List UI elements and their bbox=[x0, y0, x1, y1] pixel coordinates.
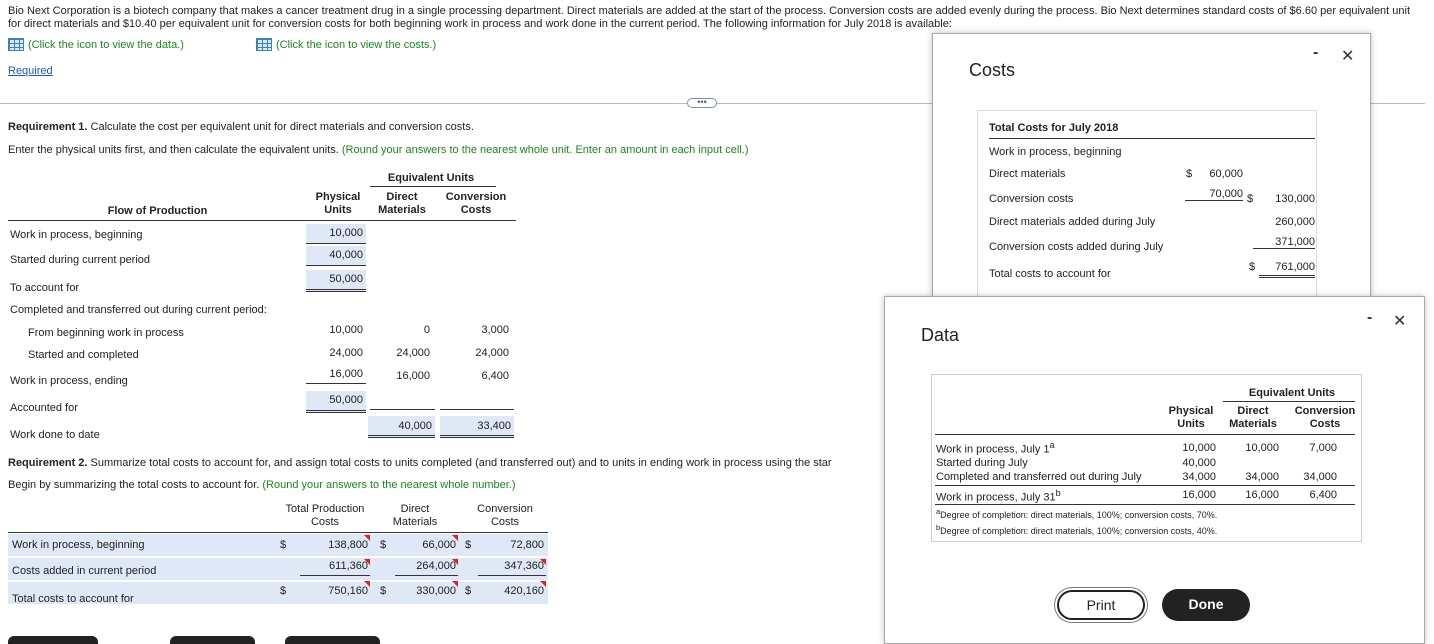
row-label: Work in process, ending bbox=[10, 375, 128, 387]
dollar-sign: $ bbox=[465, 539, 472, 551]
view-data-link[interactable]: (Click the icon to view the data.) bbox=[8, 38, 184, 51]
table-icon[interactable] bbox=[256, 38, 272, 51]
dollar-sign: $ bbox=[465, 585, 472, 597]
physical-header: Physical Units bbox=[315, 191, 361, 216]
dollar-sign: $ bbox=[380, 585, 387, 597]
dm-header: Direct Materials bbox=[378, 191, 426, 216]
physical-total-input[interactable]: 50,000 bbox=[306, 270, 366, 292]
row-label: Work done to date bbox=[10, 429, 100, 441]
row-label: Started during current period bbox=[10, 254, 151, 266]
cc-cost-input[interactable]: 347,360 bbox=[478, 560, 546, 576]
costs-popup: Costs - ✕ Total Costs for July 2018 Work in process, beginning Direct materials $ 60,000 Conversion costs 70,000 $ 130,000 Direct materials added during July 260,000 Conversion costs added during July 371,000 Total costs to account for $ 761,000 bbox=[932, 33, 1371, 297]
footnote-b: $^b$Degree of completion: direct materials, 100%; conversion costs, 40%. bbox=[936, 523, 1218, 536]
physical-input[interactable]: 24,000 bbox=[329, 347, 363, 359]
dollar-sign: $ bbox=[280, 539, 287, 551]
req2-instruction: Begin by summarizing the total costs to account for. (Round your answers to the nearest whole number.) bbox=[8, 479, 516, 491]
data-popup: Data - ✕ Equivalent Units Physical Units Direct Materials Conversion Costs Work in process, July 1$^a$ 10,000 10,000 7,000 Started during July 40,000 Completed and transferred out during July 34,000 34,000 34,000 Work in process, July 31$^b$ 16,000 16,000 6,400 $^a$Degree of completion: direct materials, 100%; conversion costs, 70%. $^b$Degree of completion: direct materials, 100%; conversion costs, 40%. Print Done bbox=[884, 296, 1425, 644]
cc-cost-input[interactable]: 420,160 bbox=[478, 581, 546, 601]
dm-input[interactable]: 16,000 bbox=[396, 370, 430, 382]
cost-row-label: Work in process, beginning bbox=[989, 146, 1122, 158]
table-icon[interactable] bbox=[8, 38, 24, 51]
footnote-a: $^a$Degree of completion: direct materials, 100%; conversion costs, 70%. bbox=[936, 507, 1218, 520]
row-label: To account for bbox=[10, 282, 80, 294]
close-button[interactable]: ✕ bbox=[1341, 48, 1355, 65]
physical-input[interactable]: 40,000 bbox=[306, 246, 366, 266]
total-cost-input[interactable]: 750,160 bbox=[300, 581, 370, 601]
flow-header: Flow of Production bbox=[107, 205, 208, 217]
total-costs-header: Total Production Costs bbox=[285, 503, 365, 528]
row-label: Costs added in current period bbox=[12, 565, 157, 577]
row-label: Work in process, beginning bbox=[10, 229, 143, 241]
cc-cost-input[interactable]: 72,800 bbox=[510, 539, 544, 551]
cc-header: Conversion Costs bbox=[1294, 405, 1356, 430]
equiv-units-header: Equivalent Units bbox=[1248, 387, 1336, 399]
minimize-button[interactable]: - bbox=[1367, 309, 1373, 326]
costs-popup-title: Costs bbox=[969, 60, 1016, 80]
required-link[interactable]: Required bbox=[8, 65, 53, 77]
physical-header: Physical Units bbox=[1168, 405, 1214, 430]
equiv-units-header: Equivalent Units bbox=[387, 172, 475, 184]
cost-row-label: Direct materials added during July bbox=[989, 216, 1156, 228]
physical-input[interactable]: 16,000 bbox=[306, 368, 366, 384]
costs-table-title: Total Costs for July 2018 bbox=[989, 122, 1119, 134]
cost-row-label: Conversion costs added during July bbox=[989, 241, 1164, 253]
row-label: Completed and transferred out during current period: bbox=[10, 304, 267, 316]
row-label: Accounted for bbox=[10, 402, 78, 414]
dm-input[interactable]: 24,000 bbox=[396, 347, 430, 359]
dm-total-input[interactable]: 40,000 bbox=[368, 416, 435, 438]
dollar-sign: $ bbox=[380, 539, 387, 551]
cost-row-label: Conversion costs bbox=[989, 193, 1074, 205]
row-label: Work in process, beginning bbox=[12, 539, 145, 551]
problem-statement: Bio Next Corporation is a biotech company that makes a cancer treatment drug in a single processing department. Direct materials are added at the start of the process. Conversion costs are added evenly during the process. Bio Next determines standard costs of $6.60 per equivalent unit for direct materials and $10.40 per equivalent unit for conversion costs for both beginning work in process and work done in the current period. The following information for July 2018 is available: bbox=[8, 5, 1411, 30]
physical-input[interactable]: 10,000 bbox=[306, 224, 366, 244]
cc-total-input[interactable]: 33,400 bbox=[440, 416, 514, 438]
done-button[interactable]: Done bbox=[1162, 589, 1250, 621]
expand-dots-button[interactable]: ••• bbox=[687, 98, 717, 108]
dm-header: Direct Materials bbox=[1229, 405, 1277, 430]
req1-title: Requirement 1. Calculate the cost per equivalent unit for direct materials and conversion costs. bbox=[8, 121, 474, 133]
minimize-button[interactable]: - bbox=[1313, 44, 1319, 61]
data-row-label: Work in process, July 31$^b$ bbox=[936, 488, 1061, 504]
row-label: Total costs to account for bbox=[12, 593, 134, 603]
dm-input[interactable]: 0 bbox=[423, 324, 430, 336]
view-costs-link[interactable]: (Click the icon to view the costs.) bbox=[256, 38, 436, 51]
cc-input[interactable]: 24,000 bbox=[475, 347, 509, 359]
data-row-label: Completed and transferred out during July bbox=[936, 471, 1142, 483]
dm-costs-header: Direct Materials bbox=[392, 503, 438, 528]
cc-header: Conversion Costs bbox=[445, 191, 507, 216]
cost-row-label: Direct materials bbox=[989, 168, 1066, 180]
req2-title: Requirement 2. Summarize total costs to account for, and assign total costs to units completed (and transferred out) and to units in ending work in process using the star bbox=[8, 457, 832, 469]
data-row-label: Started during July bbox=[936, 457, 1028, 469]
physical-total-input[interactable]: 50,000 bbox=[306, 391, 366, 413]
dm-cost-input[interactable]: 330,000 bbox=[395, 581, 458, 601]
data-popup-title: Data bbox=[921, 325, 960, 345]
cc-input[interactable]: 6,400 bbox=[481, 370, 509, 382]
req1-instruction: Enter the physical units first, and then calculate the equivalent units. (Round your answers to the nearest whole unit. Enter an amount in each input cell.) bbox=[8, 144, 749, 156]
physical-input[interactable]: 10,000 bbox=[329, 324, 363, 336]
total-cost-input[interactable]: 611,360 bbox=[300, 560, 370, 576]
close-button[interactable]: ✕ bbox=[1393, 313, 1407, 330]
dm-cost-input[interactable]: 66,000 bbox=[422, 539, 456, 551]
cost-row-label: Total costs to account for bbox=[989, 268, 1111, 280]
cc-input[interactable]: 3,000 bbox=[481, 324, 509, 336]
cc-costs-header: Conversion Costs bbox=[477, 503, 533, 528]
dm-cost-input[interactable]: 264,000 bbox=[395, 560, 458, 576]
print-button[interactable]: Print bbox=[1057, 590, 1145, 620]
row-label: From beginning work in process bbox=[28, 327, 184, 339]
row-label: Started and completed bbox=[28, 349, 139, 361]
data-row-label: Work in process, July 1$^a$ bbox=[936, 440, 1055, 456]
dollar-sign: $ bbox=[280, 585, 287, 597]
total-cost-input[interactable]: 138,800 bbox=[328, 539, 368, 551]
